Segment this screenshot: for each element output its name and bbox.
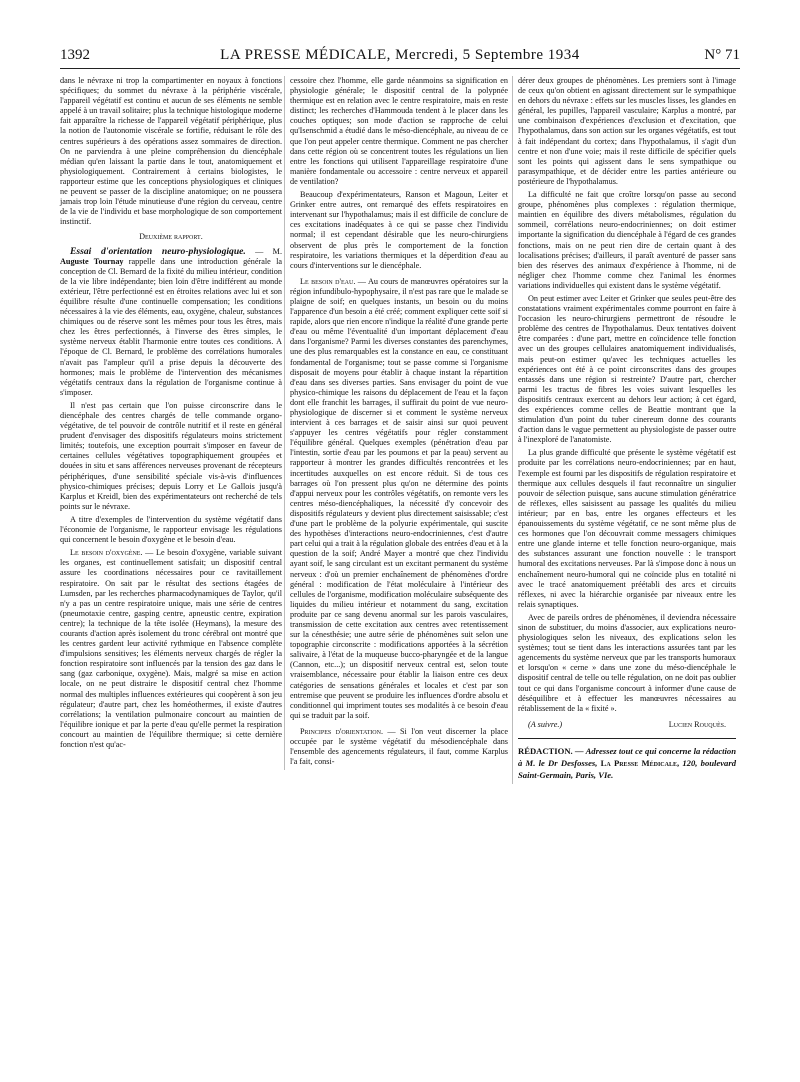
paragraph: La difficulté ne fait que croître lorsqu'on passe au second groupe, phénomènes plus complexes : régulation thermique, maintien en équilibre des divers métabolismes, régulation du sommeil, corrélations neuro-endocriniennes; on doit estimer importante la signification du diencéphale à l'égard de ces grandes fonctions, mais on ne peut rien dire de certain quant à des localisations précises; d'ailleurs, il paraît aventuré de passer sans bien des réserves des animaux d'expérience à l'homme, ni de négliger chez l'homme comme chez l'animal les énormes variations individuelles qui existent dans le système végétatif. xyxy=(518,190,736,290)
author-signature: Lucien Rouquès. xyxy=(668,719,726,729)
paragraph: La plus grande difficulté que présente le système végétatif est produite par les corrélations neuro-endocriniennes; par en haut, l'exemple est fourni par les dispositifs de régulation respiratoire et thermique aux cellules desquels il faut reconnaître un singulier pouvoir de sélection puisque, sans aucune stimulation génératrice de réflexes, elles saisissent au passage les qualités du milieu intérieur; par en bas, entre les organes effecteurs et les épanouissements du système végétatif, ce ne sont même plus de ces hormones que l'on découvrait comme messagers chimiques entre une glande interne et telle fonction neuro-organique, mais des substances assurant une fonction nouvelle : le transport humoral des excitations nerveuses. Par là s'impose donc à nous un enchaînement neuro-humoral qui ne coïncide plus en totalité ni avec le tracé anatomiquement préétabli des arcs et circuits réflexes, ni avec la hiérarchie organisée par niveaux entre les relais synaptiques. xyxy=(518,448,736,609)
paragraph: dans le névraxe ni trop la compartimenter en noyaux à fonctions spécifiques; du sommet du névraxe à la périphérie viscérale, l'appareil végétatif est continu et aucun de ses éléments ne semble appelé à un travail solitaire; plus la technique histologique moderne fait apparaître la richesse de l'appareil végétatif périphérique, plus la notion de l'autonomie viscérale se fortifie, réduisant le rôle des centres supérieurs à des opérations assez sommaires de direction. On ne parviendra à une pleine compréhension du diencéphale médian qu'en laissant la partie dans le tout, anatomiquement et physiologiquement. Contrairement à certains biologistes, le rapporteur estime que les conceptions physiologiques et cliniques ne peuvent se passer de la discipline anatomique; on ne poussera jamais trop loin l'étude minutieuse d'une région du cerveau, centre de la vie de l'individu et base morphologique de son comportement instinctif. xyxy=(60,76,282,227)
essay-separator: — M. xyxy=(245,246,282,256)
paragraph-text: — Le besoin d'oxygène, variable suivant les organes, est continuellement satisfait; un dispositif central assure les coordinations nécessaires pour ce ravitaillement respiratoire. On sait par le résultat des sections étagées de Lumsden, par les recherches pharmacodynamiques de Taylor, qu'il n'y a pas un centre respiratoire unique, mais une série de centres (pneumotaxie centre, gasping centre, apneustic centre, expiration centre); la technique de la tête isolée (Heymans), la mesure des courants d'action après isolement du tronc cérébral ont montré que les centres gardent leur activité rythmique en l'absence complète d'impulsions sensitives; les éléments nerveux chargés de régler la fonction respiratoire sont influencés par la tension des gaz dans le sang (gaz carbonique, oxygène). Mais, malgré sa mise en action locale, on ne peut distraire le dispositif central chez l'homme normal des multiples influences extérieures qui coopèrent à son jeu régulateur; d'autre part, chez les homéothermes, il existe d'autres corrélations; la ventilation pulmonaire concourt au maintien de l'équilibre ionique et par la perte d'eau qu'elle permet la respiration concourt au maintien de l'équilibre thermique; si cette dernière fonction n'est qu'ac- xyxy=(60,548,282,749)
oxygen-paragraph xyxy=(60,548,282,750)
author-name: Auguste Tournay xyxy=(60,256,124,266)
subsection-label: Le besoin d'oxygène. xyxy=(70,548,143,558)
column-3 xyxy=(512,76,736,784)
paragraph-text: — Si l'on veut discerner la place occupée par le système végétatif du mésodiencéphale dans l'ensemble des agencements régulateurs, il faut, comme Karplus l'a fait, consi- xyxy=(290,726,509,767)
redaction-text: — Adressez tout ce qui concerne la rédaction à M. le Dr Desfosses, xyxy=(518,745,736,768)
subsection-label: Le besoin d'eau. xyxy=(300,276,356,286)
divider xyxy=(518,738,736,739)
section-title: Deuxième rapport. xyxy=(139,232,203,242)
redaction-notice xyxy=(518,745,736,781)
paragraph: Il n'est pas certain que l'on puisse circonscrire dans le diencéphale des centres chargés de telle commande organo-végétative, de tel pouvoir de contrôle nutritif et il reste en général prudent d'envisager des dispositifs régulateurs moins strictement limités; toutefois, une exception pourrait s'imposer en faveur de certaines cellules végétatives topographiquement groupées et douées in situ et sans afférences nerveuses provenant de récepteurs périphériques, d'une sensibilité spéciale vis-à-vis d'influences physico-chimiques précises; depuis Lorry et Le Gallois jusqu'à Karplus et Kreidl, bien des expérimentateurs ont recherché de tels points sur le névraxe. xyxy=(60,400,282,511)
principles-paragraph xyxy=(290,727,508,767)
essay-text: rappelle dans une introduction générale la conception de Cl. Bernard de la fixité du milieu intérieur, condition de la vie libre indépendante; bien loin d'être indifférent au monde extérieur, l'être perfectionné est en étroites relations avec lui et son équilibre résulte d'une continuelle compensation; les conditions nécessaires à la vie des éléments, eau, oxygène, chaleur, substances chimiques ou de réserve sont les mêmes pour tous les êtres, mais chez les êtres perfectionnés, à l'inverse des êtres simples, le système nerveux établit l'harmonie entre toutes ces conditions. A l'époque de Cl. Bernard, le problème des corrélations humorales n'avait pas l'ampleur qu'il a prise depuis la découverte des hormones; mais le problème de l'intervention des mécanismes végétatifs centraux dans la régulation de l'organisme continue à s'imposer. xyxy=(60,256,282,397)
paragraph: Beaucoup d'expérimentateurs, Ranson et Magoun, Leiter et Grinker entre autres, ont remarqué des effets respiratoires en intervenant sur l'hypothalamus; mais il est difficile de conclure de ces excitations inadéquates à ce qui se passe chez l'individu normal; il est cependant désirable que les neuro-chirurgiens observent de plus près le comportement de la fonction respiratoire, les variations thermiques et la déperdition d'eau au cours d'interventions sur le diencéphale. xyxy=(290,190,508,270)
paragraph: A titre d'exemples de l'intervention du système végétatif dans l'économie de l'organisme, le rapporteur envisage les régulations qui concernent le besoin d'oxygène et le besoin d'eau. xyxy=(60,514,282,545)
to-follow-note: (A suivre.) xyxy=(528,719,563,729)
article-signature xyxy=(518,720,736,730)
column-2 xyxy=(284,76,508,770)
redaction-address: 120, boulevard Saint-Germain, Paris, VIe. xyxy=(518,757,736,780)
page-number: 1392 xyxy=(60,47,90,63)
running-title: LA PRESSE MÉDICALE, Mercredi, 5 Septembre 1934 xyxy=(220,47,580,63)
page-header xyxy=(60,44,740,69)
column-1 xyxy=(60,76,282,753)
issue-number: N° 71 xyxy=(704,47,740,63)
paragraph: On peut estimer avec Leiter et Grinker que seules peut-être des constatations vraiment expérimentales comme pourront en faire à l'occasion les neuro-chirurgiens permettront de résoudre le problème des centres de l'hypothalamus. Deux tentatives doivent être comparées : d'une part, mettre en coïncidence telle fonction avec un des groupes cellulaires anatomiquement individualisés, mais peut-on estimer qu'avec les techniques actuelles les expériences ont été à ce point circonscrites dans des groupes entassés dans une région si restreinte? D'autre part, chercher parmi les tractus de fibres les voies suivant lesquelles les dispositifs centraux exercent au dehors leur action; à cet égard, des expériences comme celles de Beattie montrant que la stimulation d'un point du tuber cinereum donne des courants d'action dans le vague permettent au physiologiste de passer outre à l'inexploré de l'anatomiste. xyxy=(518,293,736,445)
paragraph: Avec de pareils ordres de phénomènes, il deviendra nécessaire sinon de substituer, du moins d'associer, aux explications neuro-physiologiques selon les niveaux, des explications selon les systèmes; tout se tient dans les interactions assurées tant par les agencements du système nerveux que par les transports humoraux et lorsqu'on « cerne » dans une zone du méso-diencéphale le dispositif central de telle ou telle régulation, on ne doit pas oublier tout ce qui dans l'organisme concourt à informer d'une cause de déséquilibre et à effectuer les manœuvres nécessaires au rétablissement de la « fixité ». xyxy=(518,612,736,713)
essay-title: Essai d'orientation neuro-physiologique. xyxy=(70,245,246,257)
water-paragraph xyxy=(290,277,508,721)
essay-paragraph xyxy=(60,247,282,398)
redaction-label: RÉDACTION. xyxy=(518,745,573,756)
paragraph: cessoire chez l'homme, elle garde néanmoins sa signification en physiologie générale; le dispositif central de la polypnée thermique est en relation avec le centre respiratoire, mais en reste distinct; les recherches d'Hammouda tendent à le placer dans les couches optiques; son mode d'action se rapproche de celui qu'Isenschmid a étudié dans le méso-diencéphale, au niveau de ce que l'on peut appeler centre thermique. Comment ne pas chercher dans cette région où se concentrent toutes les régulations un lien entre les fonctions qui utilisent l'appareillage respiratoire d'une manière fondamentale ou accessoire : centre nerveux et appareil de ventilation? xyxy=(290,76,508,186)
paragraph-text: — Au cours de manœuvres opératoires sur la région infundibulo-hypophysaire, il n'est pas rare que le malade se plaigne de soif; en quelques instants, un besoin ou du moins l'apparence d'un besoin a été créé; comment expliquer cette soif si rapide, alors que rien encore n'indique la réalité d'une grande perte d'eau ou même l'éventualité d'un important déplacement d'eau dans l'organisme? Parmi les diverses constantes des parenchymes, une des plus remarquables est la constance en eau, ce constituant fondamental de l'organisme; tout se passe comme si l'organisme disposait de moyens pour établir à chaque instant la répartition d'eau dans ses diverses parties. Sans envisager du point de vue physico-chimique les raisons du déplacement de l'eau et la façon dont elle franchit les barrages, il suffirait du point de vue neuro-physiologique de discerner si et comment le système nerveux intervient à ces barrages et de saisir ainsi sur quoi peuvent s'appuyer les centres végétatifs pour régler constamment l'équilibre général. Quelques exemples (pénétration d'eau par l'intestin, sortie d'eau par les poumons et par la peau) servent au rapporteur à montrer les grandes difficultés rencontrées et les incertitudes auxquelles on est encore réduit. Si de tous ces barrages où l'on pressent plus qu'on ne détermine des points d'appui nerveux pour les contrôles végétatifs, on remonte vers les centres méso-diencéphaliques, la nécessité d'y concevoir des dispositifs régulateurs y devient plus directement saisissable; c'est d'une part le problème de la polyurie expérimentale, qui suscite des hypothèses d'interactions neuro-endocriniennes, c'est d'autre part celui qui a trait à la régulation globale des entrées d'eau et à la question de la soif; André Mayer a montré que chez l'individu ayant soif, le sang circulant est un excitant permanent du système nerveux : d'où un premier enchaînement de phénomènes d'ordre général : modification de l'état moléculaire à l'intérieur des cellules de l'organisme, modification moléculaire subséquente des liquides du milieu intérieur et notamment du sang, excitation produite par ce sang devenu anormal sur les parois vasculaires, transmission de cette excitation aux centres avec retentissement sur la cénesthésie; une autre série de phénomènes suit selon une topographie circonscrite : modifications apportées à la sécrétion salivaire, à l'état de la muqueuse bucco-pharyngée et de la langue (Cannon, etc...); un dispositif nerveux central est, selon toute vraisemblance, nécessaire pour établir la liaison entre ces deux catégories de sensations générales et locales et c'est par son entremise que peuvent se produire les influences d'ordre absolu et conditionnel qui impriment toutes ses modalités à ce besoin d'eau qui se traduit par la soif. xyxy=(290,276,508,720)
paragraph: dérer deux groupes de phénomènes. Les premiers sont à l'image de ceux qu'on obtient en agissant directement sur le sympathique en dehors du névraxe : effets sur les muscles lisses, les glandes en général, les pupilles, l'appareil vasculaire; Karplus a montré, par une combinaison d'expériences d'exclusion et d'excitation, que l'hypothalamus, dans son action sur les organes végétatifs, est tout à fait indépendant du cortex; dans l'hypothalamus, il s'agit d'un centre et non d'une voie; mais il reste difficile de spécifier quels sont les points qui agissent dans le sens sympathique ou parasympathique, et de décider entre les parties antérieure ou postérieure de l'hypothalamus. xyxy=(518,76,736,186)
subsection-label: Principes d'orientation. xyxy=(300,726,383,736)
journal-name: La Presse Médicale, xyxy=(600,757,680,768)
